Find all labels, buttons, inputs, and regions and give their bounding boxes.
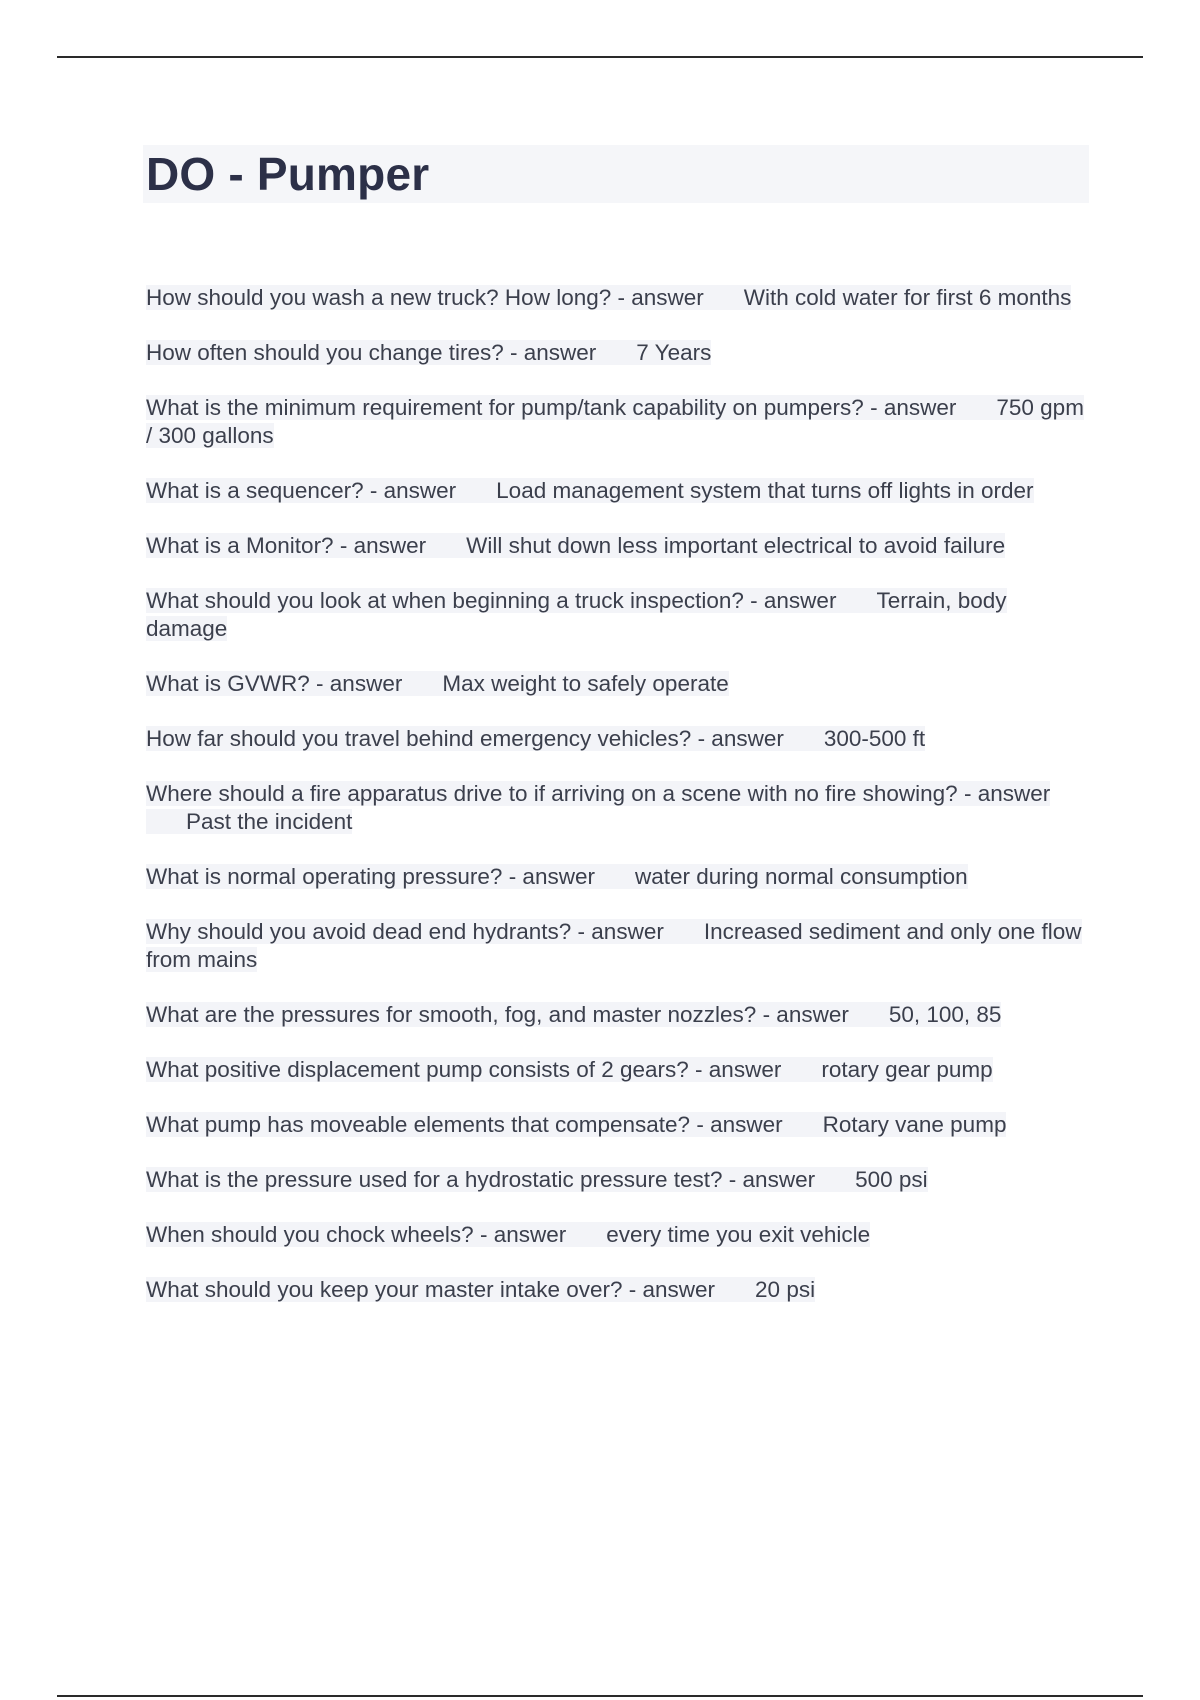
answer-text: 300-500 ft (823, 726, 926, 751)
answer-text: Load management system that turns off lights in order (496, 478, 1034, 503)
question-text: What is the pressure used for a hydrostatic pressure test? (146, 1167, 723, 1192)
answer-separator: - answer (695, 1057, 782, 1082)
question-text: What should you look at when beginning a truck inspection? (146, 588, 744, 613)
answer-text: rotary gear pump (821, 1057, 993, 1082)
answer-separator: - answer (870, 395, 957, 420)
question-text: When should you chock wheels? (146, 1222, 474, 1247)
qa-item (146, 863, 1086, 891)
answer-separator: - answer (339, 533, 427, 558)
qa-item (146, 339, 1086, 367)
qa-item (146, 1001, 1086, 1029)
answer-text: Rotary vane pump (822, 1112, 1007, 1137)
qa-item (146, 780, 1086, 836)
question-text: How often should you change tires? (146, 340, 504, 365)
qa-item (146, 477, 1086, 505)
answer-separator: - answer (628, 1277, 716, 1302)
question-text: How should you wash a new truck? How long? (146, 285, 612, 310)
question-text: How far should you travel behind emergency vehicles? (146, 726, 692, 751)
page-title: DO - Pumper (146, 148, 430, 200)
question-text: What is GVWR? (146, 671, 310, 696)
answer-separator: - answer (617, 285, 704, 310)
answer-separator: - answer (510, 340, 597, 365)
answer-separator: - answer (316, 671, 403, 696)
answer-separator: - answer (762, 1002, 849, 1027)
qa-item (146, 394, 1086, 450)
question-text: What is the minimum requirement for pump/tank capability on pumpers? (146, 395, 864, 420)
answer-text: Max weight to safely operate (442, 671, 729, 696)
answer-text: every time you exit vehicle (606, 1222, 871, 1247)
question-text: Where should a fire apparatus drive to if arriving on a scene with no fire showing? (146, 781, 958, 806)
answer-text: With cold water for first 6 months (743, 285, 1072, 310)
qa-item (146, 1276, 1086, 1304)
answer-separator: - answer (369, 478, 457, 503)
answer-text: 500 psi (855, 1167, 928, 1192)
qa-item (146, 1166, 1086, 1194)
question-text: What is a Monitor? (146, 533, 334, 558)
answer-text: 20 psi (755, 1277, 816, 1302)
answer-separator: - answer (479, 1222, 567, 1247)
answer-text: water during normal consumption (634, 864, 968, 889)
answer-text: 750 gpm / 300 gallons (146, 395, 1084, 448)
question-text: What are the pressures for smooth, fog, and master nozzles? (146, 1002, 757, 1027)
question-text: Why should you avoid dead end hydrants? (146, 919, 572, 944)
qa-item (146, 918, 1086, 974)
answer-text: Past the incident (186, 809, 353, 834)
question-text: What should you keep your master intake over? (146, 1277, 623, 1302)
question-text: What is a sequencer? (146, 478, 364, 503)
qa-item (146, 587, 1086, 643)
qa-item (146, 1221, 1086, 1249)
answer-separator: - answer (963, 781, 1051, 806)
top-rule (57, 56, 1143, 58)
qa-item (146, 1056, 1086, 1084)
answer-separator: - answer (696, 1112, 783, 1137)
question-text: What pump has moveable elements that compensate? (146, 1112, 691, 1137)
answer-separator: - answer (697, 726, 784, 751)
qa-item (146, 725, 1086, 753)
answer-separator: - answer (508, 864, 595, 889)
answer-separator: - answer (750, 588, 837, 613)
qa-item (146, 670, 1086, 698)
answer-text: 7 Years (636, 340, 712, 365)
question-text: What positive displacement pump consists of 2 gears? (146, 1057, 689, 1082)
answer-text: Terrain, body damage (146, 588, 1007, 641)
bottom-rule (57, 1695, 1143, 1697)
question-text: What is normal operating pressure? (146, 864, 503, 889)
answer-separator: - answer (728, 1167, 816, 1192)
qa-list (146, 284, 1086, 1331)
answer-text: Will shut down less important electrical to avoid failure (466, 533, 1006, 558)
answer-text: 50, 100, 85 (888, 1002, 1002, 1027)
qa-item (146, 532, 1086, 560)
answer-separator: - answer (577, 919, 664, 944)
answer-text: Increased sediment and only one flow from mains (146, 919, 1082, 972)
qa-item (146, 284, 1086, 312)
qa-item (146, 1111, 1086, 1139)
